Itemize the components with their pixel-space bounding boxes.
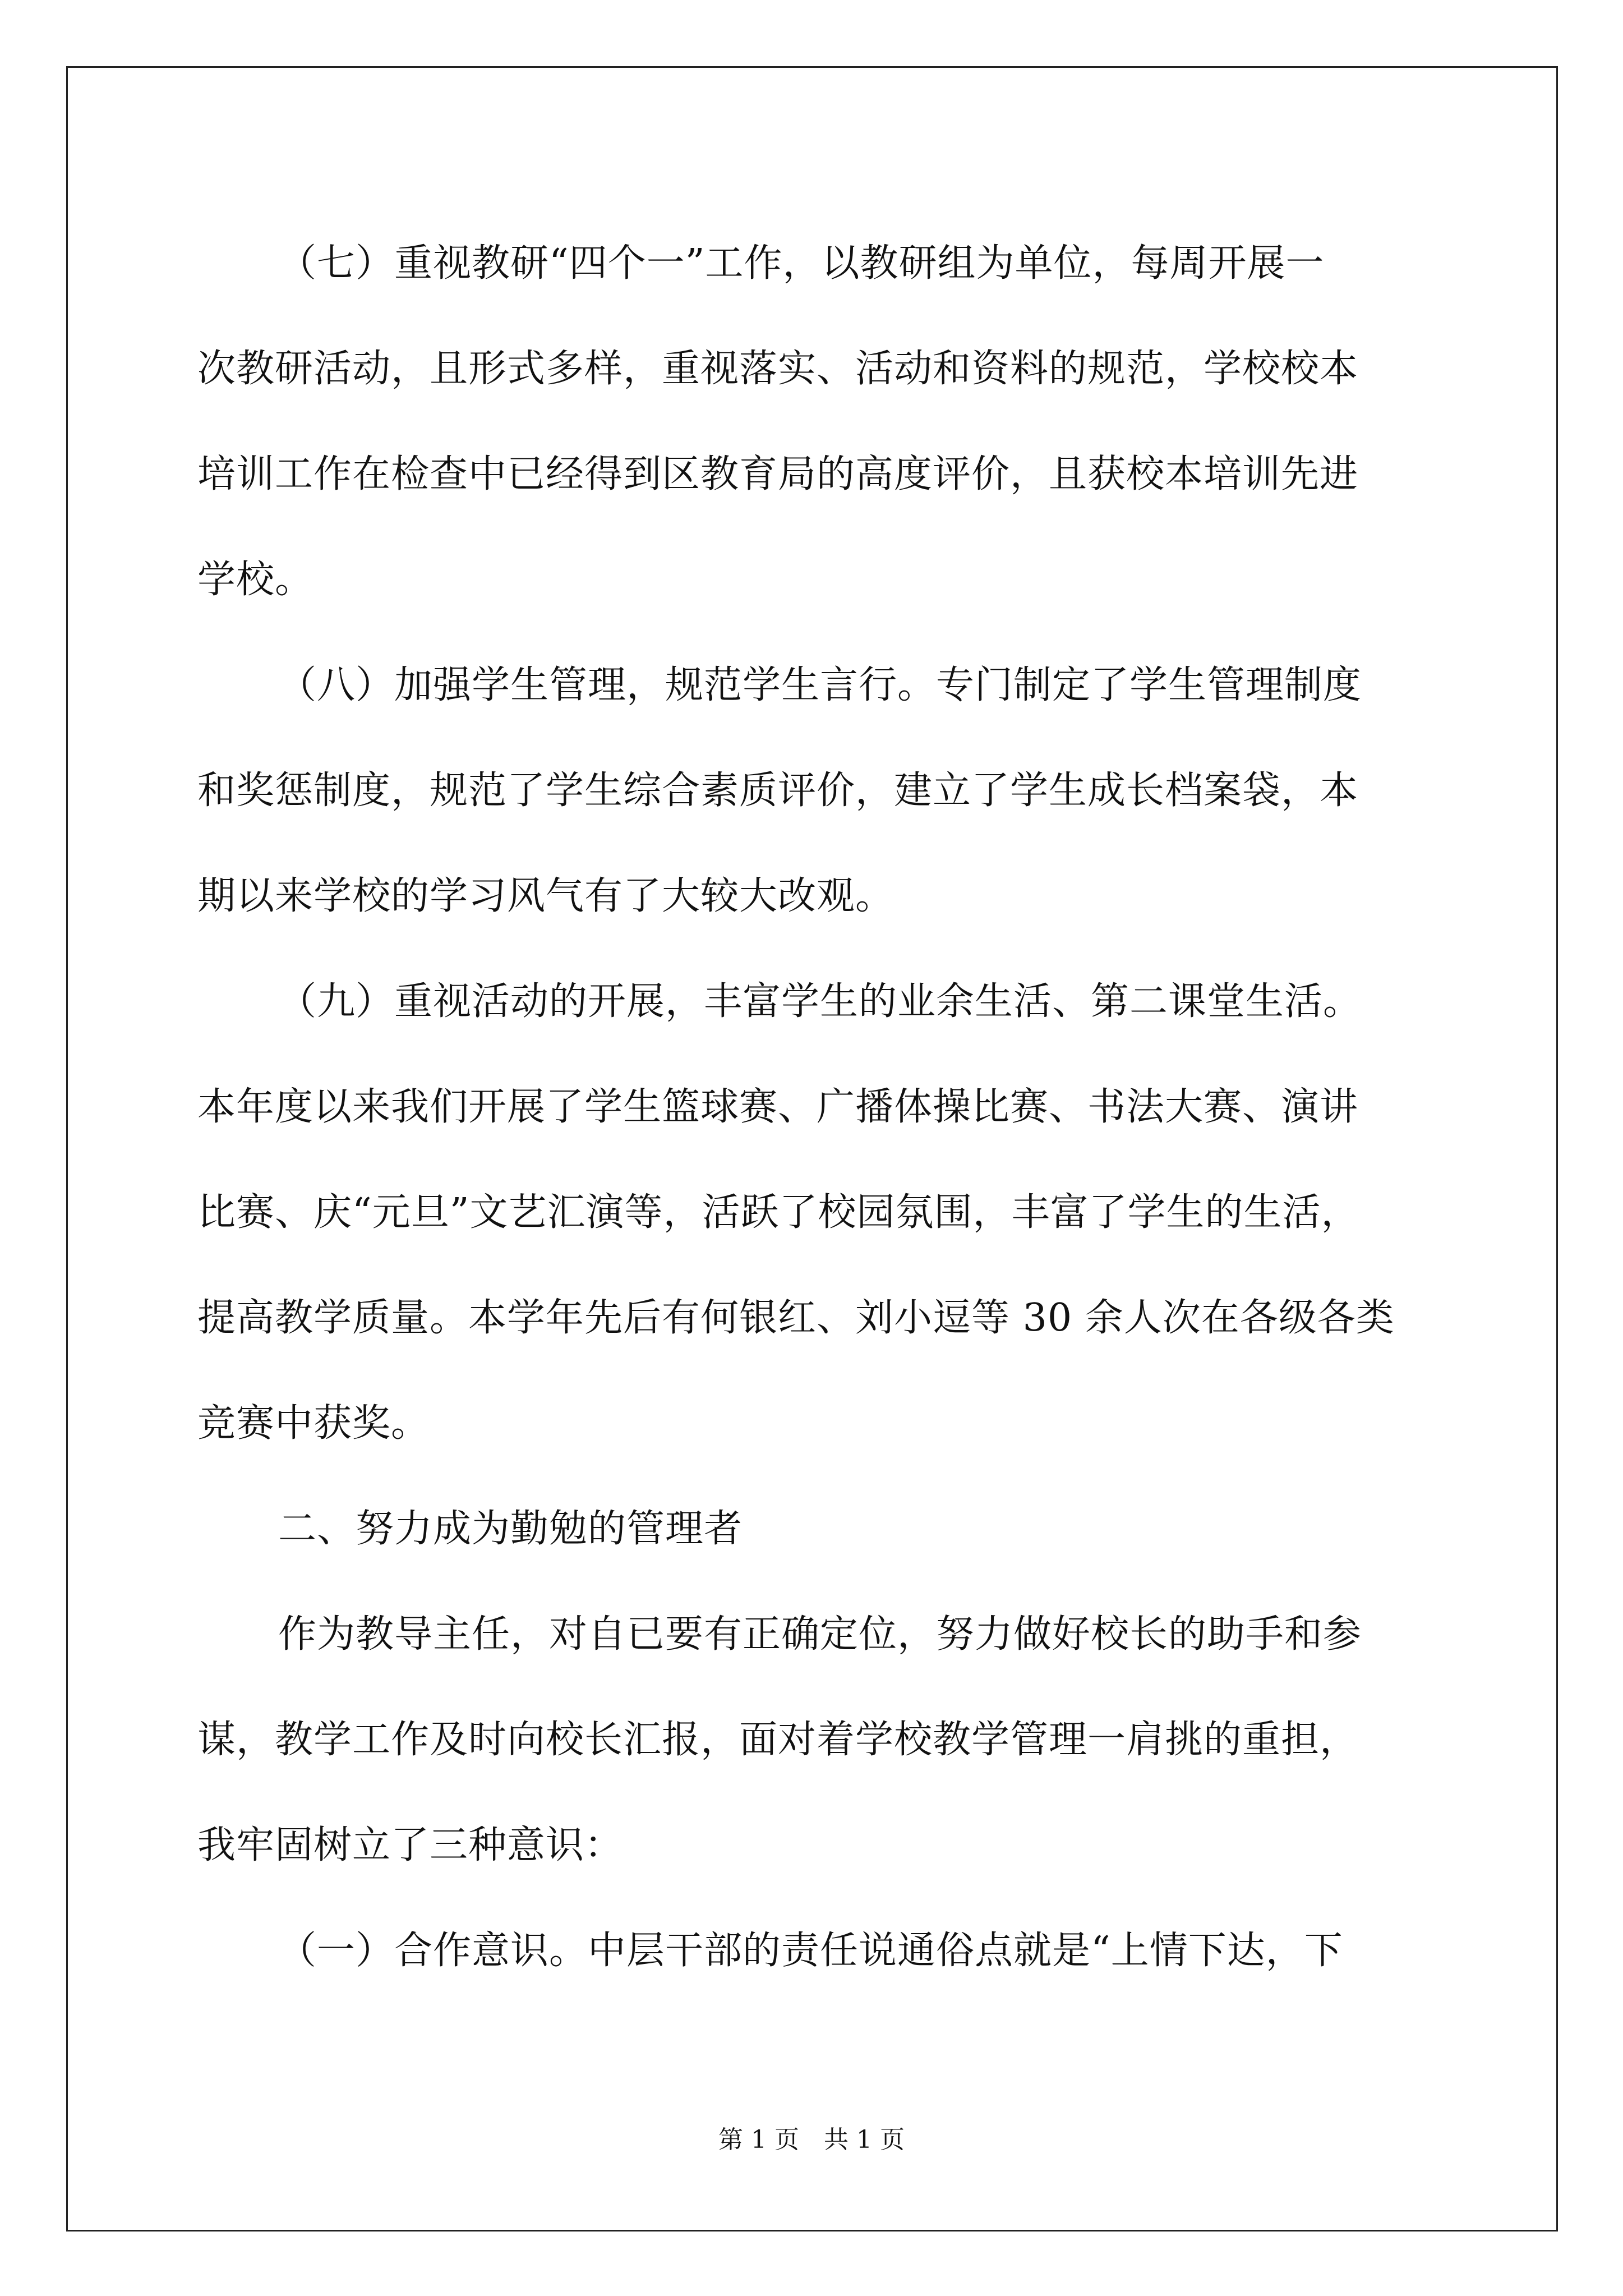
text-line: 本年度以来我们开展了学生篮球赛、广播体操比赛、书法大赛、演讲 (197, 1085, 1359, 1129)
section-heading (197, 1476, 1476, 1582)
page-number: 第 1 页 共 1 页 (718, 2125, 905, 2154)
text-line: 谋，教学工作及时向校长汇报，面对着学校教学管理一肩挑的重担， (197, 1718, 1359, 1762)
text-line: 作为教导主任，对自已要有正确定位，努力做好校长的助手和参 (278, 1612, 1362, 1657)
heading-line: 二、努力成为勤勉的管理者 (278, 1507, 743, 1551)
page-footer (0, 2119, 1623, 2155)
text-line: 期以来学校的学习风气有了大较大改观。 (197, 874, 895, 918)
text-line: 和奖惩制度，规范了学生综合素质评价，建立了学生成长档案袋，本 (197, 769, 1359, 813)
paragraph-7-teaching-research (197, 211, 1476, 633)
text-line: 次教研活动，且形式多样，重视落实、活动和资料的规范，学校校本 (197, 347, 1359, 391)
text-line: 学校。 (197, 558, 314, 602)
text-line: （七）重视教研“四个一”工作，以教研组为单位，每周开展一 (278, 241, 1325, 286)
text-line: 培训工作在检查中已经得到区教育局的高度评价，且获校本培训先进 (197, 452, 1359, 496)
paragraph-cooperation-awareness (197, 1898, 1476, 2004)
text-line: 竞赛中获奖。 (197, 1401, 430, 1446)
text-line: （一）合作意识。中层干部的责任说通俗点就是“上情下达，下 (278, 1929, 1343, 1973)
document-body (197, 211, 1476, 2004)
paragraph-8-student-management (197, 633, 1476, 949)
text-line: （八）加强学生管理，规范学生言行。专门制定了学生管理制度 (278, 663, 1362, 707)
text-line: （九）重视活动的开展，丰富学生的业余生活、第二课堂生活。 (278, 979, 1362, 1024)
paragraph-role-positioning (197, 1582, 1476, 1898)
text-line: 比赛、庆“元旦”文艺汇演等，活跃了校园氛围，丰富了学生的生活， (197, 1190, 1360, 1235)
text-line: 我牢固树立了三种意识： (197, 1823, 624, 1867)
paragraph-9-activities (197, 949, 1476, 1476)
text-line: 提高教学质量。本学年先后有何银红、刘小逗等 30 余人次在各级各类 (197, 1296, 1395, 1340)
